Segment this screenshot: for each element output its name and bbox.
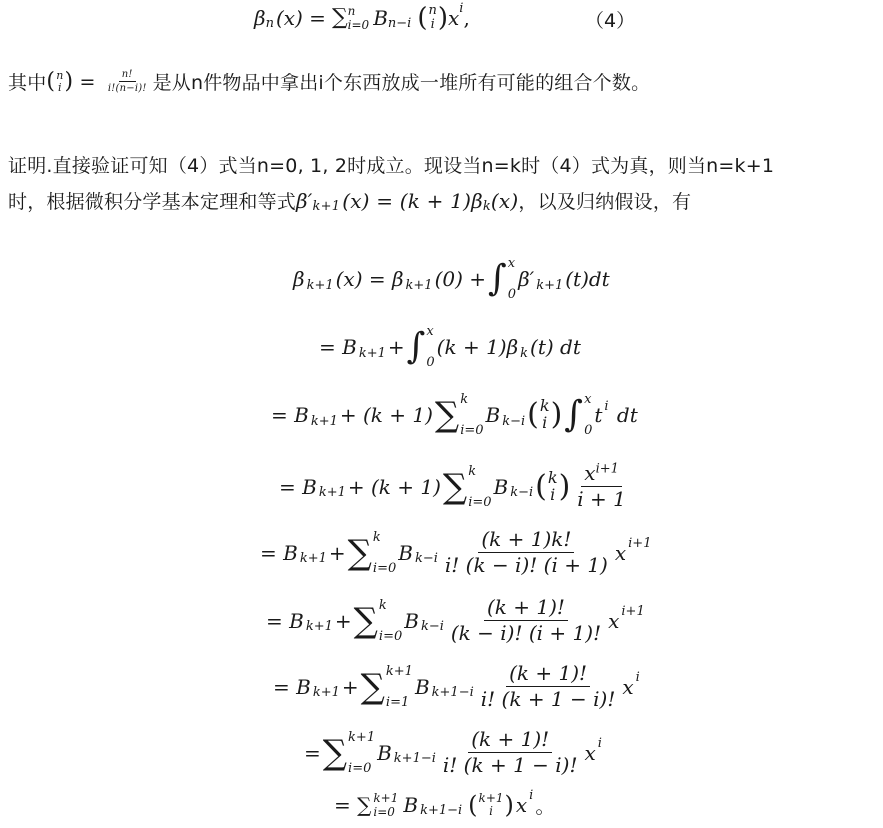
combination-note bbox=[8, 68, 650, 95]
r5-sub2: k−i bbox=[414, 551, 438, 566]
r4-fraction bbox=[574, 462, 629, 511]
r4-binom-bot: i bbox=[550, 484, 556, 504]
eq4-sum-up: n bbox=[347, 3, 356, 18]
derivation-row-7 bbox=[272, 662, 641, 711]
r4-fn-sup: i+1 bbox=[595, 461, 619, 477]
r3-sub: k+1 bbox=[310, 413, 338, 429]
proof-eq-end: (x) bbox=[490, 188, 519, 213]
r4-fn: x bbox=[584, 461, 596, 485]
r9-a: = ∑ bbox=[334, 792, 372, 817]
r6-sub2: k−i bbox=[420, 619, 444, 634]
eq4-x-sup: i bbox=[459, 1, 464, 17]
r1-sub2: k+1 bbox=[405, 277, 433, 293]
r5-sup: i+1 bbox=[628, 536, 652, 551]
r6-sum: ∑ k i=0 bbox=[353, 597, 403, 644]
r9-binom-top: k+1 bbox=[478, 790, 504, 805]
r4-binom: ( k i ) bbox=[535, 467, 571, 504]
note-fraction bbox=[105, 69, 150, 95]
eq4-beta-sub: n bbox=[265, 16, 274, 32]
r7-sup: i bbox=[635, 670, 640, 685]
r2-integral: ∫ x 0 bbox=[406, 324, 435, 370]
proof-beta-prime: β′ bbox=[296, 188, 313, 213]
r8-sum: ∑ k+1 i=0 bbox=[322, 729, 376, 776]
eq4-B: B bbox=[373, 5, 388, 30]
r5-sub: k+1 bbox=[299, 551, 327, 566]
r1-sub3: k+1 bbox=[536, 277, 564, 293]
derivation-row-3 bbox=[270, 392, 639, 438]
r7-sub2: k+1−i bbox=[431, 685, 474, 700]
r6-fraction bbox=[448, 596, 604, 645]
r6-b: + bbox=[334, 608, 352, 633]
proof-eq-mid: (x) = (k + 1)β bbox=[342, 188, 483, 213]
r3-int-low: 0 bbox=[584, 423, 593, 438]
derivation-row-4 bbox=[278, 462, 632, 511]
r3-e: dt bbox=[610, 403, 638, 427]
proof-line2-a: 时，根据微积分学基本定理和等式 bbox=[8, 191, 297, 213]
derivation-row-5 bbox=[259, 528, 652, 577]
r5-frac-num: (k + 1)k! bbox=[478, 528, 574, 553]
r5-a: = B bbox=[260, 540, 298, 565]
eq4-binom-top: n bbox=[428, 3, 437, 18]
r8-c: B bbox=[377, 740, 392, 765]
proof-beta-prime-sub: k+1 bbox=[312, 199, 341, 214]
r7-sum-low: i=1 bbox=[385, 694, 410, 710]
r9-c: B bbox=[403, 792, 419, 817]
r3-c: B bbox=[485, 403, 501, 427]
proof-line2-math bbox=[296, 189, 518, 213]
r1-beta: β bbox=[293, 267, 305, 291]
r5-d: x bbox=[614, 540, 627, 565]
r4-sum-low: i=0 bbox=[468, 494, 492, 510]
r7-d: x bbox=[622, 674, 634, 699]
r3-sum-low: i=0 bbox=[460, 423, 484, 438]
derivation-row-2 bbox=[318, 324, 582, 370]
proof-beta-k-sub: k bbox=[482, 199, 491, 214]
eq4-beta: β bbox=[254, 5, 266, 30]
r3-a: = B bbox=[271, 403, 309, 427]
r6-d: x bbox=[608, 608, 620, 633]
r5-b: + bbox=[328, 540, 346, 565]
r2-b: + bbox=[387, 335, 405, 359]
r7-frac-num: (k + 1)! bbox=[506, 662, 590, 687]
r9-sub2: k+1−i bbox=[420, 803, 463, 818]
note-frac-num: n! bbox=[119, 69, 136, 83]
r7-sum-up: k+1 bbox=[385, 663, 413, 679]
r9-d: x bbox=[515, 792, 528, 817]
r3-b: + (k + 1) bbox=[339, 403, 433, 427]
eq4-sum: ∑ bbox=[331, 5, 348, 31]
r7-b: + bbox=[341, 674, 359, 699]
eq4-sum-low: i=0 bbox=[347, 17, 370, 32]
r3-sup: i bbox=[604, 398, 609, 414]
equation-4 bbox=[254, 1, 470, 33]
note-eq: = bbox=[73, 70, 102, 93]
r4-c: B bbox=[493, 474, 509, 499]
r3-integral: ∫ x 0 bbox=[564, 392, 593, 438]
r1-c: β′ bbox=[518, 267, 535, 291]
r4-b: + (k + 1) bbox=[347, 474, 441, 499]
r9-binom-bot: i bbox=[489, 803, 493, 818]
eq4-x: x bbox=[448, 5, 460, 30]
r5-fraction bbox=[442, 528, 611, 577]
r9-sum-low: i=0 bbox=[373, 804, 395, 819]
eq4-arg: (x) = bbox=[275, 5, 326, 30]
r6-frac-num: (k + 1)! bbox=[484, 596, 568, 621]
r6-sum-up: k bbox=[378, 597, 387, 613]
r8-frac-num: (k + 1)! bbox=[468, 728, 552, 753]
r3-int-up: x bbox=[584, 392, 592, 407]
note-suffix: 是从n件物品中拿出i个东西放成一堆所有可能的组合个数。 bbox=[152, 72, 651, 94]
r6-sup: i+1 bbox=[621, 604, 645, 619]
r5-c: B bbox=[398, 540, 413, 565]
r6-c: B bbox=[404, 608, 419, 633]
r4-sub2: k−i bbox=[510, 485, 534, 500]
eq4-binom: ( n i ) bbox=[417, 2, 449, 33]
r9-sum-up: k+1 bbox=[373, 790, 399, 805]
r4-sum: ∑ k i=0 bbox=[442, 463, 492, 510]
r4-frac-num bbox=[581, 462, 622, 487]
note-prefix: 其中 bbox=[8, 72, 47, 94]
note-binom-bot: i bbox=[57, 80, 62, 94]
r4-frac-den: i + 1 bbox=[577, 487, 626, 511]
r9-e: 。 bbox=[535, 794, 556, 818]
r9-sum-limits bbox=[373, 792, 398, 818]
eq4-B-sub: n−i bbox=[387, 16, 412, 32]
r3-sum-up: k bbox=[460, 392, 469, 407]
r6-sub: k+1 bbox=[305, 619, 333, 634]
r1-int-low: 0 bbox=[507, 287, 517, 302]
r3-binom-top: k bbox=[539, 396, 550, 416]
r5-sum-up: k bbox=[372, 529, 381, 545]
r3-binom-bot: i bbox=[542, 413, 548, 432]
eq4-comma: , bbox=[463, 5, 470, 30]
proof-line-1: 证明.直接验证可知（4）式当n=0, 1, 2时成立。现设当n=k时（4）式为真，则当n=k+1 bbox=[8, 155, 775, 177]
r8-frac-den: i! (k + 1 − i)! bbox=[442, 753, 578, 777]
r6-a: = B bbox=[266, 608, 304, 633]
r2-c: (k + 1)β bbox=[436, 335, 519, 359]
r4-binom-top: k bbox=[547, 467, 558, 487]
r3-binom: ( k i ) bbox=[527, 396, 563, 432]
r2-sub: k+1 bbox=[358, 345, 386, 361]
r5-frac-den: i! (k − i)! (i + 1) bbox=[444, 553, 608, 577]
r8-d: x bbox=[584, 740, 596, 765]
derivation-row-8 bbox=[303, 728, 603, 777]
r1-d: (t)dt bbox=[565, 267, 610, 291]
r3-sum: ∑ k i=0 bbox=[434, 392, 484, 438]
r2-d: (t) dt bbox=[530, 335, 581, 359]
equation-number: （4） bbox=[585, 10, 636, 32]
r5-sum: ∑ k i=0 bbox=[347, 529, 397, 576]
eq4-binom-bot: i bbox=[430, 16, 435, 32]
r8-a: = bbox=[304, 740, 321, 765]
r6-sum-low: i=0 bbox=[378, 628, 403, 644]
derivation-row-1 bbox=[292, 256, 611, 302]
r7-c: B bbox=[414, 674, 430, 699]
r9-binom: ( k+1 i ) bbox=[468, 790, 514, 819]
r2-int-low: 0 bbox=[426, 355, 435, 370]
r8-sum-up: k+1 bbox=[348, 729, 376, 745]
r9-sup: i bbox=[529, 788, 534, 803]
r8-sup: i bbox=[597, 736, 602, 751]
proof-line2-b: ，以及归纳假设，有 bbox=[518, 191, 692, 213]
r7-a: = B bbox=[273, 674, 311, 699]
r2-sub2: k bbox=[520, 345, 529, 361]
r4-sum-up: k bbox=[468, 463, 477, 479]
r4-sub: k+1 bbox=[318, 485, 346, 500]
r2-a: = B bbox=[319, 335, 357, 359]
r8-sum-low: i=0 bbox=[348, 760, 372, 776]
r7-fraction bbox=[478, 662, 619, 711]
r7-sum: ∑ k+1 i=1 bbox=[360, 663, 413, 710]
note-frac-den: i!(n−i)! bbox=[107, 83, 147, 94]
eq4-sum-limits bbox=[348, 5, 370, 31]
r5-sum-low: i=0 bbox=[372, 560, 397, 576]
r3-sub2: k−i bbox=[502, 413, 526, 429]
r1-int-up: x bbox=[507, 256, 516, 271]
r6-frac-den: (k − i)! (i + 1)! bbox=[450, 621, 602, 645]
r1-sub: k+1 bbox=[306, 277, 334, 293]
r1-a: (x) = β bbox=[335, 267, 404, 291]
r4-a: = B bbox=[279, 474, 317, 499]
r1-b: (0) + bbox=[434, 267, 487, 291]
derivation-row-9 bbox=[333, 790, 556, 819]
r3-d: t bbox=[594, 403, 603, 427]
r2-int-up: x bbox=[426, 324, 434, 339]
proof-line-2 bbox=[8, 187, 691, 214]
note-binom: ( n i ) bbox=[46, 68, 74, 94]
r8-fraction bbox=[440, 728, 581, 777]
r7-frac-den: i! (k + 1 − i)! bbox=[480, 687, 616, 711]
derivation-row-6 bbox=[265, 596, 646, 645]
r1-integral: ∫ x 0 bbox=[488, 256, 517, 302]
note-binom-top: n bbox=[56, 68, 64, 82]
r7-sub: k+1 bbox=[312, 685, 340, 700]
r8-sub2: k+1−i bbox=[393, 751, 436, 766]
